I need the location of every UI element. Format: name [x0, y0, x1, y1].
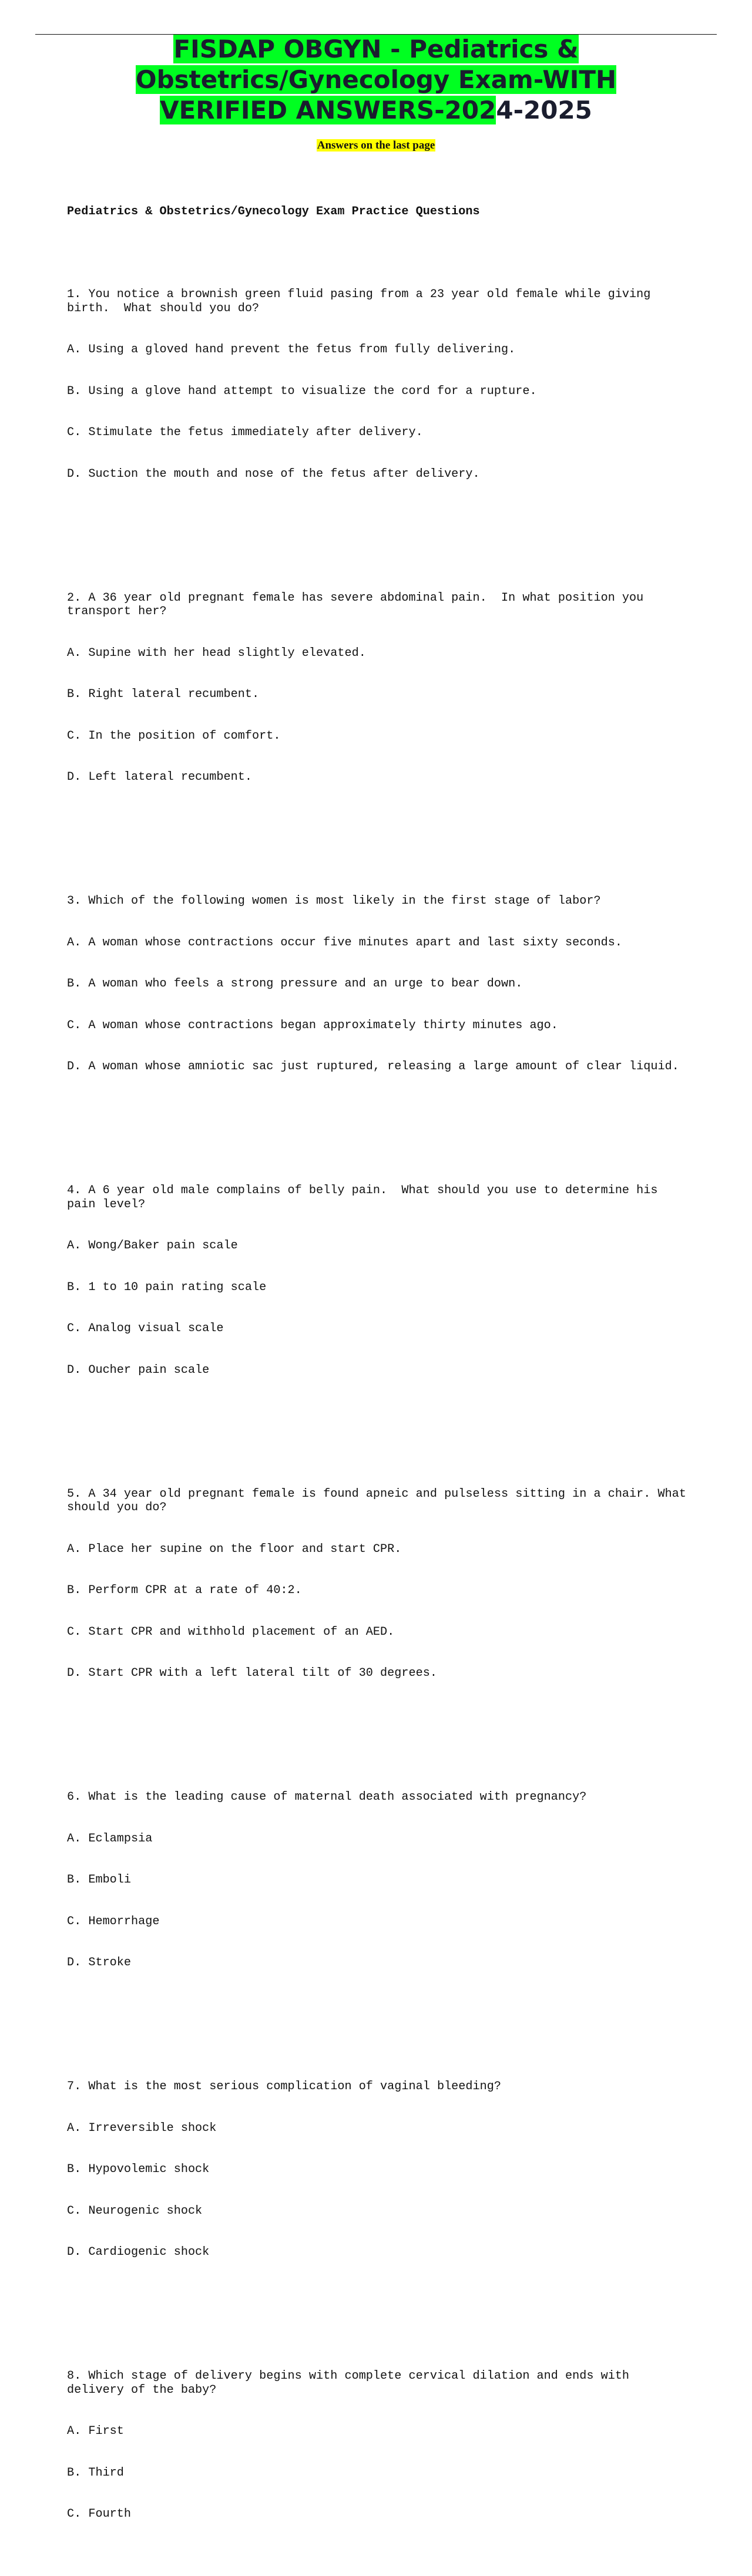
question-text: 2. A 36 year old pregnant female has severe abdominal pain. In what position you transport her? — [67, 591, 651, 618]
question-6 — [67, 1763, 690, 1998]
question-text: 7. What is the most serious complication of vaginal bleeding? — [67, 2080, 501, 2093]
question-text: 1. You notice a brownish green fluid pasing from a 23 year old female while giving birth. What should you do? — [67, 288, 658, 315]
section-heading: Pediatrics & Obstetrics/Gynecology Exam Practice Questions — [67, 205, 480, 218]
option-d: D. Start CPR with a left lateral tilt of 30 degrees. — [67, 1666, 437, 1680]
option-a: A. Irreversible shock — [67, 2121, 217, 2135]
option-c: C. Stimulate the fetus immediately after delivery. — [67, 426, 423, 439]
option-d: D. Left lateral recumbent. — [67, 770, 252, 784]
option-d: D. Suction the mouth and nose of the fetus after delivery. — [67, 467, 480, 481]
option-b: B. Third — [67, 2466, 124, 2480]
option-a: A. First — [67, 2425, 124, 2438]
question-text: 6. What is the leading cause of maternal death associated with pregnancy? — [67, 1790, 587, 1804]
question-4 — [67, 1156, 690, 1405]
option-b: B. A woman who feels a strong pressure and an urge to bear down. — [67, 977, 523, 991]
title-line-2: Obstetrics/Gynecology Exam-WITH — [135, 65, 617, 94]
option-c: C. Hemorrhage — [67, 1914, 160, 1928]
option-c: C. Neurogenic shock — [67, 2204, 203, 2218]
question-text: 8. Which stage of delivery begins with complete cervical dilation and ends with delivery of the baby? — [67, 2369, 637, 2397]
document-title — [35, 34, 717, 126]
option-c: C. Start CPR and withhold placement of an AED. — [67, 1625, 395, 1639]
question-7 — [67, 2052, 690, 2287]
option-b: B. 1 to 10 pain rating scale — [67, 1280, 267, 1294]
option-d: D. A woman whose amniotic sac just ruptured, releasing a large amount of clear liquid. — [67, 1060, 679, 1073]
question-list — [67, 177, 694, 2576]
option-d: D. Cardiogenic shock — [67, 2245, 210, 2259]
option-d: D. Stroke — [67, 1956, 132, 1969]
option-a: A. Eclampsia — [67, 1831, 153, 1846]
question-1 — [67, 260, 690, 509]
option-c: C. Analog visual scale — [67, 1322, 224, 1335]
option-a: A. A woman whose contractions occur five minutes apart and last sixty seconds. — [67, 935, 622, 949]
option-a: A. Supine with her head slightly elevated. — [67, 646, 366, 660]
question-text: 4. A 6 year old male complains of belly pain. What should you use to determine his pain level? — [67, 1184, 665, 1211]
option-c: C. A woman whose contractions began approximately thirty minutes ago. — [67, 1018, 558, 1032]
question-3 — [67, 867, 690, 1102]
question-5 — [67, 1460, 694, 1708]
option-a: A. Wong/Baker pain scale — [67, 1239, 238, 1252]
answers-note: Answers on the last page — [317, 139, 435, 151]
question-2 — [67, 564, 690, 812]
option-b: B. Right lateral recumbent. — [67, 688, 260, 701]
option-a: A. Place her supine on the floor and start CPR. — [67, 1542, 402, 1556]
question-8 — [67, 2342, 690, 2549]
option-d: D. Oucher pain scale — [67, 1363, 210, 1377]
option-b: B. Emboli — [67, 1873, 132, 1887]
title-line-3: VERIFIED ANSWERS-2024-2025 — [160, 96, 592, 124]
title-line-1: FISDAP OBGYN - Pediatrics & — [173, 35, 579, 63]
option-a: A. Using a gloved hand prevent the fetus from fully delivering. — [67, 343, 516, 356]
question-text: 3. Which of the following women is most likely in the first stage of labor? — [67, 894, 601, 908]
question-text: 5. A 34 year old pregnant female is found apneic and pulseless sitting in a chair. What should you do? — [67, 1487, 694, 1514]
option-c: C. In the position of comfort. — [67, 729, 281, 743]
option-b: B. Perform CPR at a rate of 40:2. — [67, 1584, 302, 1597]
option-b: B. Hypovolemic shock — [67, 2163, 210, 2176]
option-c: C. Fourth — [67, 2507, 132, 2521]
option-b: B. Using a glove hand attempt to visualize the cord for a rupture. — [67, 384, 537, 398]
